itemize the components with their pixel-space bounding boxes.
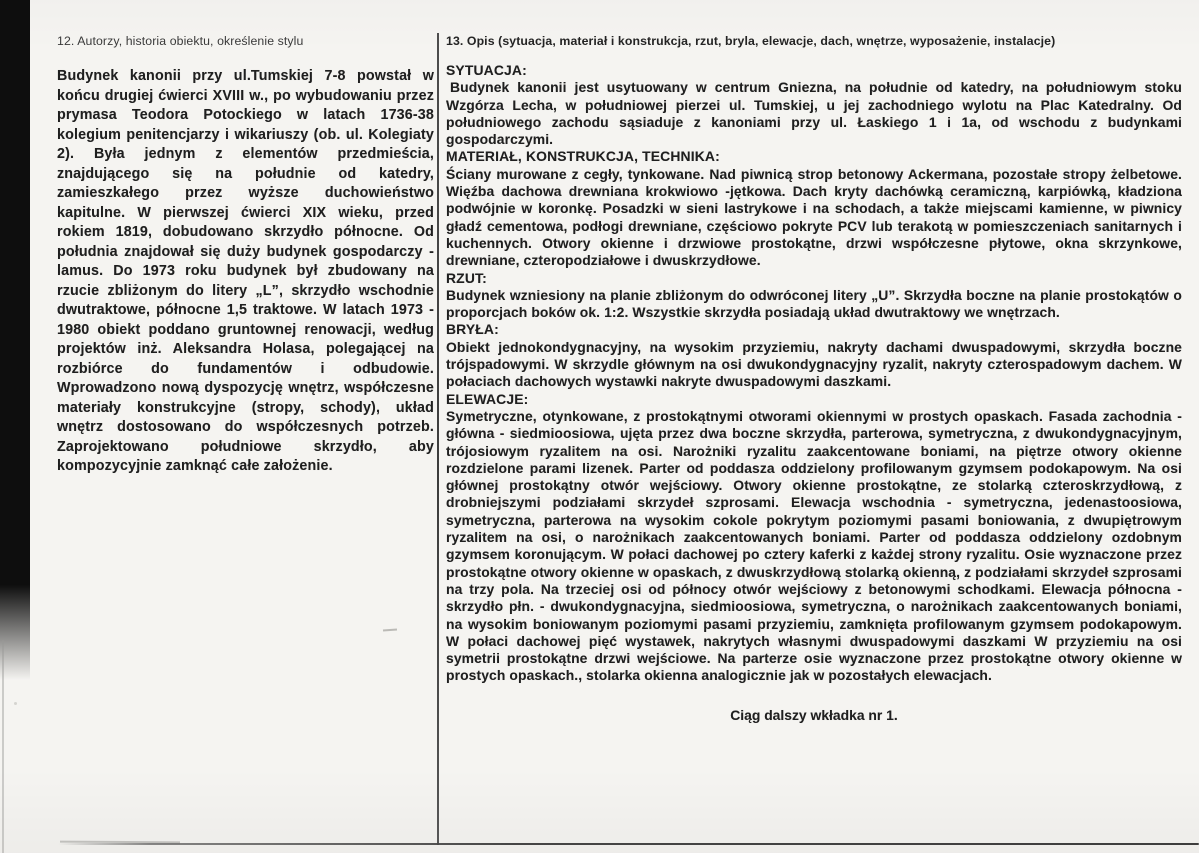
section-sytuacja [446,62,1182,148]
field-12-authors-history [57,33,434,477]
section-bryla [446,321,1182,390]
scan-edge-shadow [0,0,30,680]
section-elewacje-text: Symetryczne, otynkowane, z prostokątnymi otworami okiennymi w prostych opaskach. Fasada zachodnia - główna - siedmioosiowa, ujęta przez dwa boczne skrzydła, parterowa, symetryczna, z dwukondygnacyjnym, trójosiowym ryzalitem na osi. Narożniki ryzalitu zaakcentowane boniami, na piętrze otwory okienne rozdzielone parami lizenek. Parter od poddasza oddzielony profilowanym gzymsem podokapowym. Na osi głównej prostokątny otwór wejściowy. Otwory okienne prostokątne, ze stolarką czteroskrzydłową, z drobniejszymi podziałami skrzydeł szprosami. Elewacja wschodnia - symetryczna, jedenastoosiowa, symetryczna, parterowa na wysokim cokole pokrytym poziomymi pasami boniowania, z dwupiętrowym ryzalitem na osi, o narożnikach zaakcentowanych boniami. Parter od poddasza oddzielony ozdobnym gzymsem koronującym. W połaci dachowej po cztery kaferki z każdej strony ryzalitu. Osie wyznaczone przez prostokątne otwory okienne w opaskach, z dwuskrzydłową stolarką okienną, z podziałami skrzydeł szprosami na trzy pola. Na trzeciej osi od północy otwór wejściowy z betonowymi schodkami. Elewacja północna - skrzydło płn. - dwukondygnacyjna, siedmioosiowa, symetryczna, o narożnikach zaakcentowanych boniami, na wysokim boniowanym poziomymi pasami przyziemiu, zamknięta profilowanym gzymsem podokapowym. W połaci dachowej pięć wystawek, nakrytych własnymi dwuspadowymi daszkami W przyziemiu na osi symetrii prostokątne drzwi wejściowe. Na parterze osie wyznaczone przez prostokątne otwory okienne w prostych opaskach., stolarka okienna analogicznie jak w pozostałych elewacjach. [446,407,1182,684]
scan-artifact-speck [383,629,397,632]
field-13-header: 13. Opis (sytuacja, materiał i konstrukcja, rzut, bryla, elewacje, dach, wnętrze, wyposażenie, instalacje) [446,34,1056,48]
field-13-description [446,33,1182,724]
field-12-body-text: Budynek kanonii przy ul.Tumskiej 7-8 powstał w końcu drugiej ćwierci XVIII w., po wybudowaniu przez prymasa Teodora Potockiego w latach 1736-38 kolegium penitencjarzy i wikariuszy (ob. ul. Kolegiaty 2). Była jednym z elementów przedmieścia, znajdującego się na południe od katedry, zamieszkałego przez wyższe duchowieństwo kapitulne. W pierwszej ćwierci XIX wieku, przed rokiem 1819, dobudowano skrzydło północne. Od południa znajdował się duży budynek gospodarczy - lamus. Do 1973 roku budynek był zbudowany na rzucie zbliżonym do litery „L”, skrzydło wschodnie dwutraktowe, północne 1,5 traktowe. W latach 1973 - 1980 obiekt poddano gruntownej renowacji, według projektów inż. Aleksandra Holasa, polegającej na rozbiórce do fundamentów i odbudowie. Wprowadzono nową dyspozycję wnętrz, współczesne materiały konstrukcyjne (stropy, schody), układ wnętrz dostosowano do współczesnych potrzeb. Zaprojektowano południowe skrzydło, aby kompozycyjnie zamknąć całe założenie. [57,68,434,474]
section-bryla-title: BRYŁA: [446,321,499,338]
scan-artifact-speck [14,702,17,705]
continuation-note: Ciąg dalszy wkładka nr 1. [730,706,898,723]
section-material-text: Ściany murowane z cegły, tynkowane. Nad piwnicą strop betonowy Ackermana, pozostałe stropy żelbetowe. Więźba dachowa drewniana krokwiowo -jętkowa. Dach kryty dachówką ceramiczną, karpiówką, kładziona podwójnie w koronkę. Posadzki w sieni lastrykowe i na schodach, a także miejscami kamienne, w piwnicy gładź cementowa, podłogi drewniane, częściowo pokryte PCV lub terakotą w pomieszczeniach sanitarnych i kuchennych. Otwory okienne i drzwiowe prostokątne, drzwi współczesne płytowe, okna skrzynkowe, drewniane, czteropodziałowe i dwuskrzydłowe. [446,165,1182,269]
section-sytuacja-text: Budynek kanonii jest usytuowany w centrum Gniezna, na południe od katedry, na południowym stoku Wzgórza Lecha, w południowej pierzei ul. Tumskiej, u jej zachodniego wylotu na Plac Katedralny. Od południowego zachodu sąsiaduje z kanoniami przy ul. Łaskiego 1 i 1a, od wschodu z budynkami gospodarczymi. [446,79,1182,148]
section-rzut-text: Budynek wzniesiony na planie zbliżonym do odwróconej litery „U”. Skrzydła boczne na planie prostokątów o proporcjach boków ok. 1:2. Wszystkie skrzydła posiadają układ dwutraktowy we wnętrzach. [446,286,1182,321]
scan-edge-faint-line [2,640,4,853]
section-rzut-title: RZUT: [446,269,487,286]
form-bottom-border [58,843,1199,845]
section-elewacje [446,391,1182,685]
section-material-konstrukcja-technika [446,148,1182,269]
section-sytuacja-title: SYTUACJA: [446,62,527,78]
field-13-sections [446,62,1182,685]
section-rzut [446,270,1182,322]
field-12-header: 12. Autorzy, historia obiektu, określenie stylu [57,34,304,48]
section-material-title: MATERIAŁ, KONSTRUKCJA, TECHNIKA: [446,148,720,165]
column-divider-line [437,33,439,845]
section-elewacje-title: ELEWACJE: [446,390,529,407]
section-bryla-text: Obiekt jednokondygnacyjny, na wysokim przyziemiu, nakryty dachami dwuspadowymi, skrzydła boczne trójspadowymi. W skrzydle głównym na osi dwukondygnacyjny ryzalit, nakryty czterospadowym dachem. W połaciach dachowych wystawki nakryte dwuspadowymi daszkami. [446,338,1182,390]
